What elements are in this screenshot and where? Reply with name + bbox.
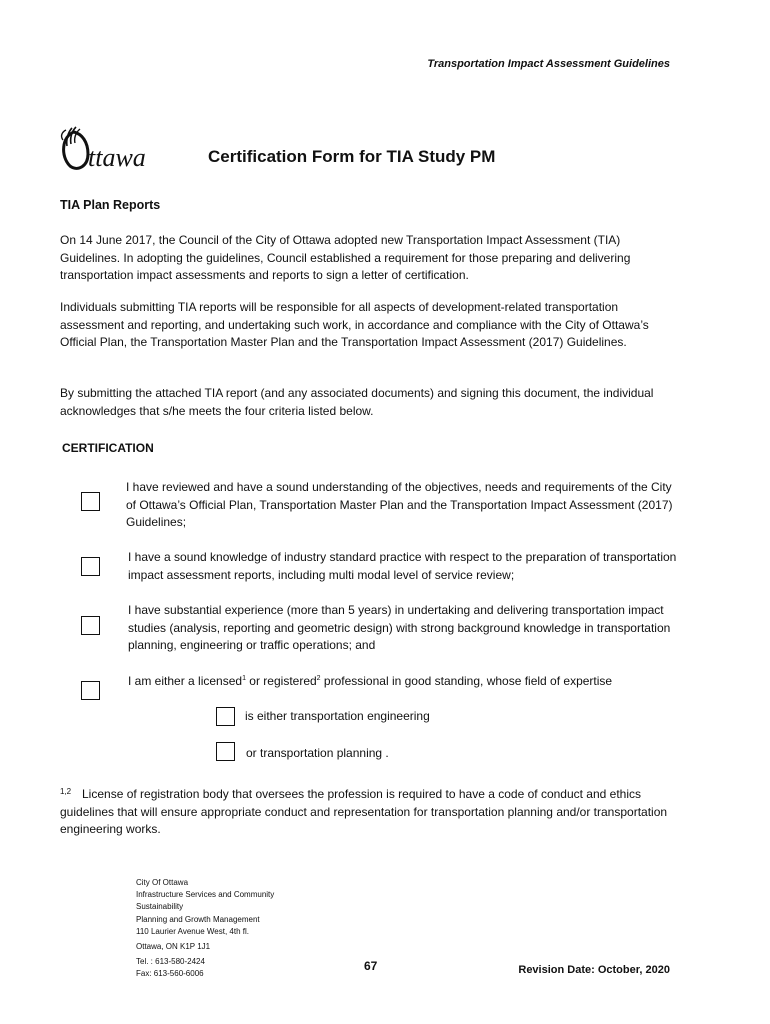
footnote-ref-1: 1 [242, 675, 246, 682]
revision-date: Revision Date: October, 2020 [518, 964, 670, 976]
criterion-4-part-c: professional in good standing, whose field of expertise [320, 674, 613, 688]
footer-tel: Tel. : 613-580-2424 [136, 957, 205, 967]
acknowledgement-paragraph: By submitting the attached TIA report (and any associated documents) and signing this document, the individual acknowledges that s/he meets the four criteria listed below. [60, 386, 654, 418]
ottawa-logo-icon [58, 126, 164, 172]
address-city: Ottawa, ON K1P 1J1 [136, 942, 211, 952]
criterion-1-text: I have reviewed and have a sound understanding of the objectives, needs and requirements of the City of Ottawa’s Official Plan, Transportation Master Plan and the Transportation Impact Assessment (2017) Guidelines; [126, 480, 673, 529]
criterion-2-text: I have a sound knowledge of industry standard practice with respect to the preparation of transportation impact assessment reports, including multi modal level of service review; [128, 550, 677, 582]
address-line: Sustainability [136, 902, 184, 912]
criterion-4-part-b: or registered [245, 674, 317, 688]
footnote-text: License of registration body that oversees the profession is required to have a code of conduct and ethics guidelines that will ensure appropriate conduct and representation for transportation planning and/or transportation engineering works. [60, 787, 668, 836]
running-header: Transportation Impact Assessment Guidelines [427, 58, 670, 70]
criterion-4-part-a: I am either a licensed [128, 674, 243, 688]
criterion-4-text [128, 673, 688, 691]
criterion-2-checkbox[interactable] [81, 557, 100, 576]
address-line: 110 Laurier Avenue West, 4th fl. [136, 926, 249, 936]
footer-fax: Fax: 613-560-6006 [136, 969, 204, 979]
criterion-1-checkbox[interactable] [81, 492, 100, 511]
planning-checkbox[interactable] [216, 742, 235, 761]
page-number: 67 [364, 959, 378, 973]
criterion-3-checkbox[interactable] [81, 616, 100, 635]
page-title: Certification Form for TIA Study PM [208, 147, 496, 166]
svg-text:ttawa: ttawa [88, 143, 146, 172]
footnote-ref-2: 2 [316, 675, 321, 682]
footnote-mark: 1,2 [60, 787, 72, 796]
certification-heading: CERTIFICATION [62, 441, 154, 455]
engineering-checkbox[interactable] [216, 707, 235, 726]
footer-address [136, 877, 336, 981]
responsibility-paragraph: Individuals submitting TIA reports will be responsible for all aspects of development-related transportation assessment and reporting, and undertaking such work, in accordance and compliance with the City of Ottawa’s Official Plan, the Transportation Master Plan and the Transportation Impact Assessment (2017) Guidelines. [60, 300, 649, 349]
address-line: City Of Ottawa [136, 878, 189, 887]
address-line: Planning and Growth Management [136, 914, 260, 924]
intro-paragraph: On 14 June 2017, the Council of the City of Ottawa adopted new Transportation Impact Assessment (TIA) Guidelines. In adopting the guidelines, Council established a requirement for those preparing and delivering transportation impact assessments and reports to sign a letter of certification. [60, 233, 631, 282]
criterion-3-text: I have substantial experience (more than 5 years) in undertaking and delivering transportation impact studies (analysis, reporting and geometric design) with strong background knowledge in transportation planning, engineering or traffic operations; and [128, 603, 671, 652]
criterion-4-checkbox[interactable] [81, 681, 100, 700]
engineering-option-label: is either transportation engineering [245, 709, 430, 723]
address-line: Infrastructure Services and Community [136, 890, 275, 900]
planning-option-label: or transportation planning . [246, 746, 389, 760]
section-heading: TIA Plan Reports [60, 198, 161, 212]
